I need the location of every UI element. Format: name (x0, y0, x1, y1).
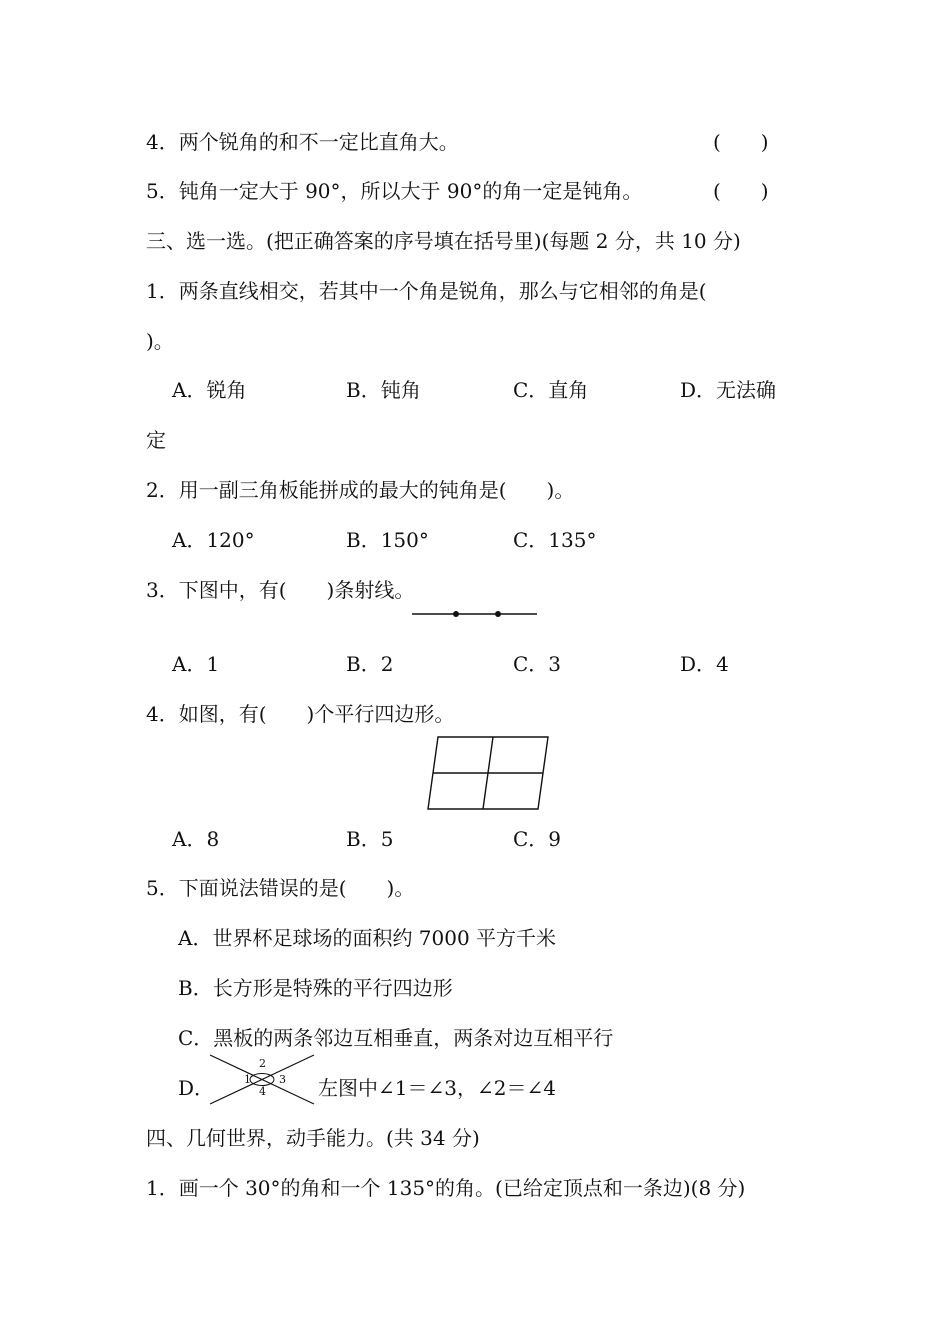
question-2-option-c: C．135° (513, 528, 597, 552)
question-2-option-a: A．120° (172, 528, 255, 552)
question-3-text: 3．下图中，有( )条射线。 (146, 578, 415, 602)
section-heading-3: 三、选一选。(把正确答案的序号填在括号里)(每题 2 分，共 10 分) (146, 229, 741, 253)
question-5-option-a: A．世界杯足球场的面积约 7000 平方千米 (178, 926, 557, 950)
question-1-option-b: B．钝角 (346, 378, 421, 402)
question-5-option-d-text: 左图中∠1＝∠3，∠2＝∠4 (318, 1076, 556, 1100)
question-3-option-b: B．2 (346, 652, 394, 676)
question-3-option-a: A．1 (172, 652, 220, 676)
question-3-option-d: D．4 (680, 652, 729, 676)
angle-label-3: 3 (279, 1073, 286, 1086)
judge-item-4: 4．两个锐角的和不一定比直角大。 (146, 130, 459, 154)
section-heading-4: 四、几何世界，动手能力。(共 34 分) (146, 1126, 480, 1150)
answer-parens: ( ) (713, 130, 769, 154)
judge-item-5: 5．钝角一定大于 90°，所以大于 90°的角一定是钝角。 (146, 179, 643, 203)
parallelogram-figure (420, 733, 560, 813)
question-1-option-c: C．直角 (513, 378, 589, 402)
ray-point (495, 611, 501, 617)
question-1-text: 1．两条直线相交，若其中一个角是锐角，那么与它相邻的角是( (146, 279, 707, 303)
question-5-option-b: B．长方形是特殊的平行四边形 (178, 976, 453, 1000)
question-1-text-cont: )。 (146, 329, 174, 353)
question-1-option-a: A．锐角 (172, 378, 247, 402)
question-1-option-d: D．无法确 (680, 378, 777, 402)
question-4-option-a: A．8 (172, 827, 220, 851)
question-5-option-d-label: D． (178, 1076, 215, 1100)
question-4-text: 4．如图，有( )个平行四边形。 (146, 702, 455, 726)
question-2-option-b: B．150° (346, 528, 429, 552)
question-3-option-c: C．3 (513, 652, 562, 676)
angle-label-1: 1 (244, 1073, 251, 1086)
answer-parens: ( ) (713, 179, 769, 203)
intersecting-lines-figure (208, 1052, 318, 1108)
question-4-option-b: B．5 (346, 827, 394, 851)
angle-label-2: 2 (259, 1057, 266, 1070)
question-1-option-d-wrap: 定 (146, 428, 166, 452)
angle-label-4: 4 (259, 1085, 266, 1098)
ray-point (453, 611, 459, 617)
section-4-question-1: 1．画一个 30°的角和一个 135°的角。(已给定顶点和一条边)(8 分) (146, 1176, 746, 1200)
question-2-text: 2．用一副三角板能拼成的最大的钝角是( )。 (146, 478, 575, 502)
ray-figure (412, 605, 540, 623)
question-5-text: 5．下面说法错误的是( )。 (146, 876, 415, 900)
question-4-option-c: C．9 (513, 827, 562, 851)
question-5-option-c: C．黑板的两条邻边互相垂直，两条对边互相平行 (178, 1026, 614, 1050)
